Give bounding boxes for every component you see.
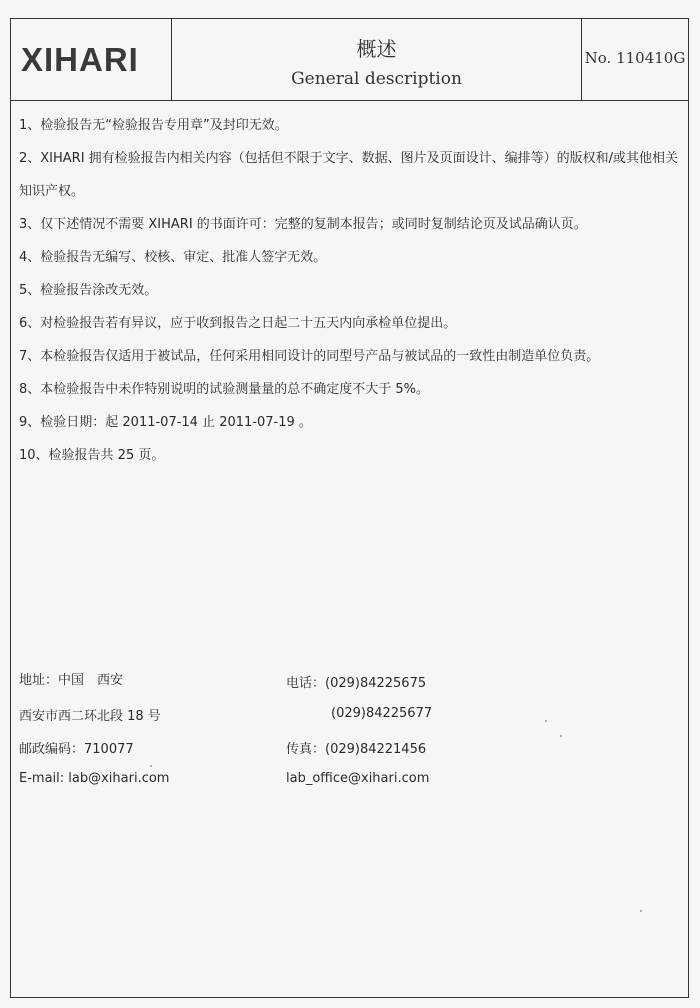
- list-item: 8、本检验报告中未作特别说明的试验测量量的总不确定度不大于 5%。: [19, 382, 430, 397]
- address-line-2: 西安市西二环北段 18 号: [19, 709, 161, 724]
- scan-speck: [545, 720, 547, 722]
- address-line-1: 地址：中国 西安: [19, 673, 124, 688]
- list-item: 4、检验报告无编写、校核、审定、批准人签字无效。: [19, 250, 327, 265]
- company-logo: XIHARI: [21, 41, 139, 78]
- title-english: General description: [291, 69, 462, 89]
- list-item: 6、对检验报告若有异议，应于收到报告之日起二十五天内向承检单位提出。: [19, 316, 457, 331]
- scan-speck: [560, 735, 562, 737]
- postcode: 邮政编码：710077: [19, 742, 134, 757]
- doc-number-cell: [582, 19, 688, 100]
- list-item: 7、本检验报告仅适用于被试品，任何采用相同设计的同型号产品与被试品的一致性由制造单位负责。: [19, 349, 600, 364]
- email-right: lab_office@xihari.com: [286, 771, 430, 786]
- list-item: 5、检验报告涂改无效。: [19, 283, 158, 298]
- list-item: 2、XIHARI 拥有检验报告内相关内容（包括但不限于文字、数据、图片及页面设计、编排等）的版权和/或其他相关知识产权。: [19, 151, 679, 199]
- phone-1: 电话：(029)84225675: [286, 676, 427, 691]
- scan-speck: [640, 910, 642, 912]
- scan-speck: [150, 765, 152, 767]
- list-item: 9、检验日期：起 2011-07-14 止 2011-07-19 。: [19, 415, 312, 430]
- notes-list: [19, 109, 684, 472]
- logo-cell: [11, 19, 172, 100]
- document-page: [10, 18, 689, 998]
- title-chinese: 概述: [356, 37, 397, 61]
- email-left: E-mail: lab@xihari.com: [19, 771, 170, 786]
- list-item: 1、检验报告无“检验报告专用章”及封印无效。: [19, 118, 288, 133]
- list-item: 3、仅下述情况不需要 XIHARI 的书面许可：完整的复制本报告；或同时复制结论页及试品确认页。: [19, 217, 587, 232]
- list-item: 10、检验报告共 25 页。: [19, 448, 165, 463]
- document-number: No. 110410G: [584, 49, 686, 67]
- title-cell: [172, 19, 582, 100]
- fax: 传真：(029)84221456: [286, 742, 427, 757]
- document-header: [11, 19, 688, 101]
- phone-2: (029)84225677: [331, 706, 433, 721]
